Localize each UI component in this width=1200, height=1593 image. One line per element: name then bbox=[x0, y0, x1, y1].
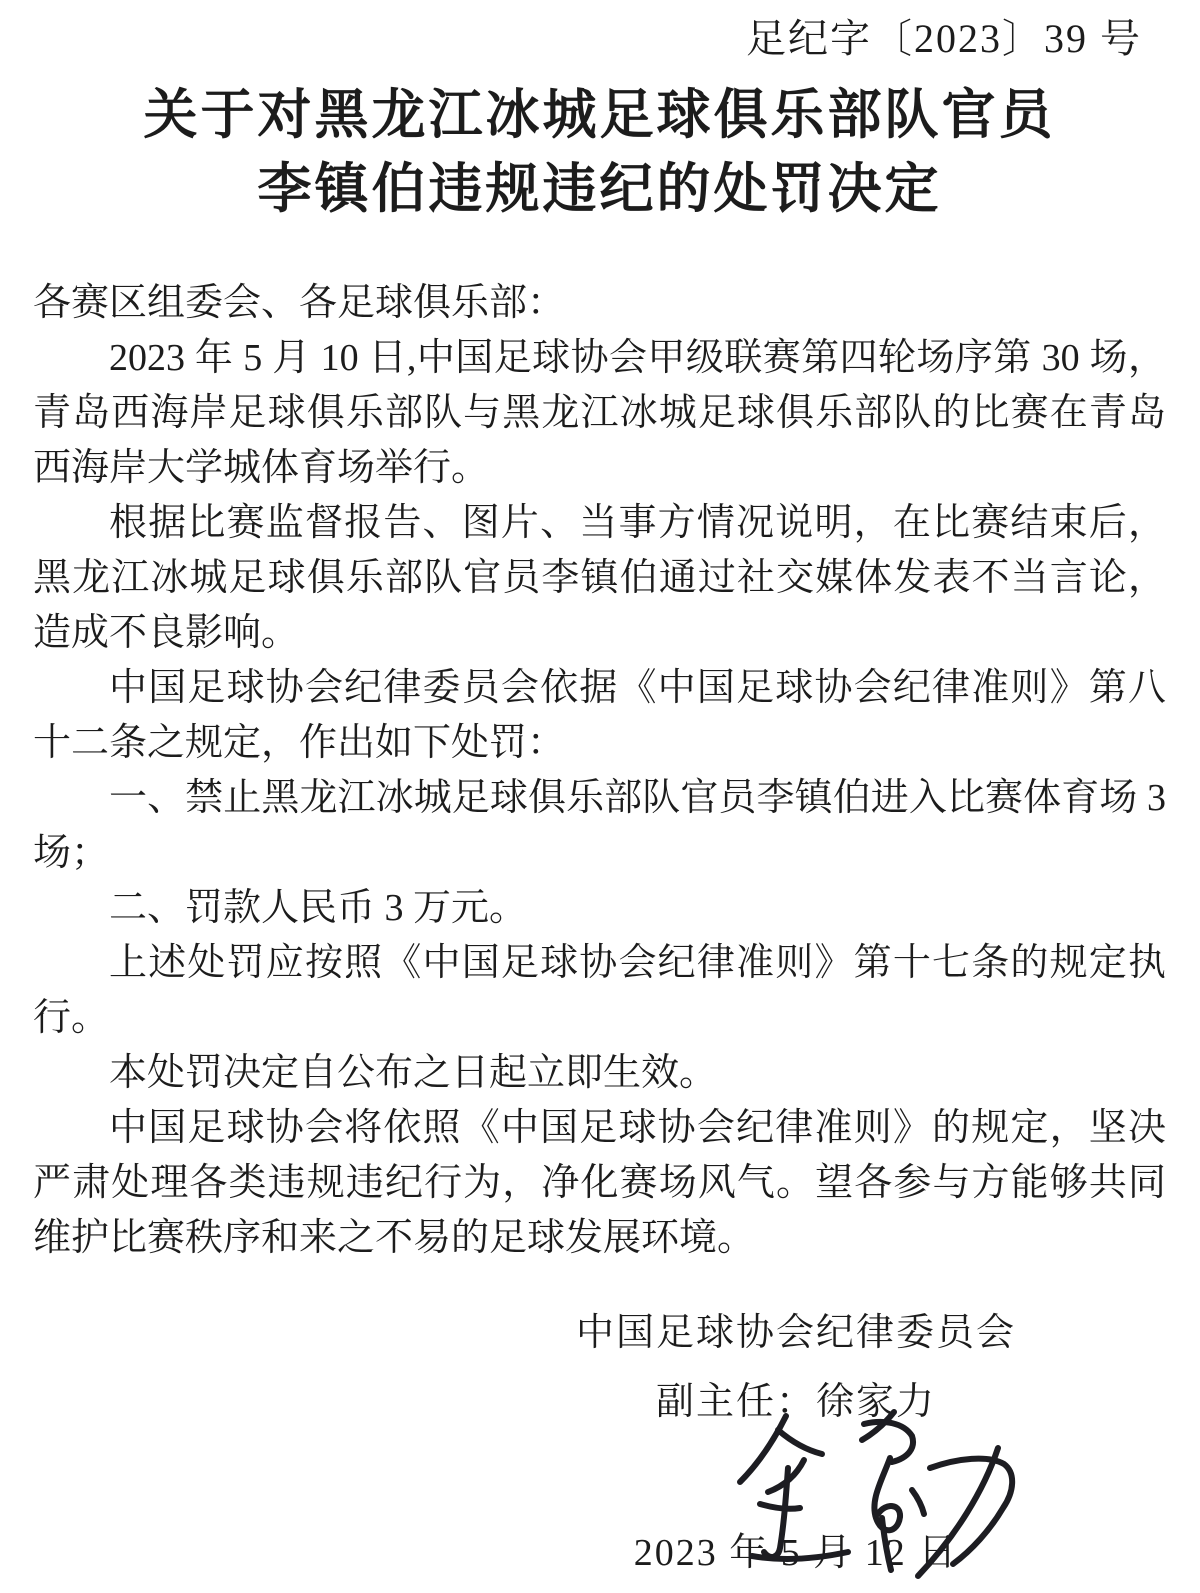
issuing-organization: 中国足球协会纪律委员会 bbox=[575, 1312, 1016, 1354]
paragraph-match-facts: 2023 年 5 月 10 日,中国足球协会甲级联赛第四轮场序第 30 场，青岛西海岸足球俱乐部队与黑龙江冰城足球俱乐部队的比赛在青岛西海岸大学城体育场举行。 bbox=[33, 337, 1166, 489]
salutation-line: 各赛区组委会、各足球俱乐部： bbox=[33, 282, 566, 324]
signer-title-and-name: 副主任：徐家力 bbox=[655, 1381, 936, 1423]
document-body bbox=[33, 276, 1166, 1266]
handwritten-signature-icon bbox=[724, 1406, 1024, 1581]
paragraph-effective-clause: 本处罚决定自公布之日起立即生效。 bbox=[109, 1052, 718, 1094]
paragraph-closing-statement: 中国足球协会将依照《中国足球协会纪律准则》的规定，坚决严肃处理各类违规违纪行为，净化赛场风气。望各参与方能够共同维护比赛秩序和来之不易的足球发展环境。 bbox=[33, 1107, 1166, 1259]
issue-date: 2023 年 5 月 12 日 bbox=[633, 1532, 959, 1574]
paragraph-execution-clause: 上述处罚应按照《中国足球协会纪律准则》第十七条的规定执行。 bbox=[33, 942, 1166, 1039]
paragraph-penalty-item-1: 一、禁止黑龙江冰城足球俱乐部队官员李镇伯进入比赛体育场 3 场； bbox=[33, 777, 1166, 874]
document-title-line-2: 李镇伯违规违纪的处罚决定 bbox=[257, 159, 942, 219]
paragraph-ruling-basis: 中国足球协会纪律委员会依据《中国足球协会纪律准则》第八十二条之规定，作出如下处罚： bbox=[33, 667, 1166, 764]
signature-block bbox=[576, 1306, 1016, 1581]
paragraph-penalty-item-2: 二、罚款人民币 3 万元。 bbox=[109, 887, 528, 929]
document-reference-number: 足纪字〔2023〕39 号 bbox=[746, 16, 1142, 61]
paragraph-violation-facts: 根据比赛监督报告、图片、当事方情况说明，在比赛结束后，黑龙江冰城足球俱乐部队官员李镇伯通过社交媒体发表不当言论，造成不良影响。 bbox=[33, 502, 1166, 654]
document-title bbox=[33, 78, 1166, 226]
document-title-line-1: 关于对黑龙江冰城足球俱乐部队官员 bbox=[143, 85, 1056, 145]
